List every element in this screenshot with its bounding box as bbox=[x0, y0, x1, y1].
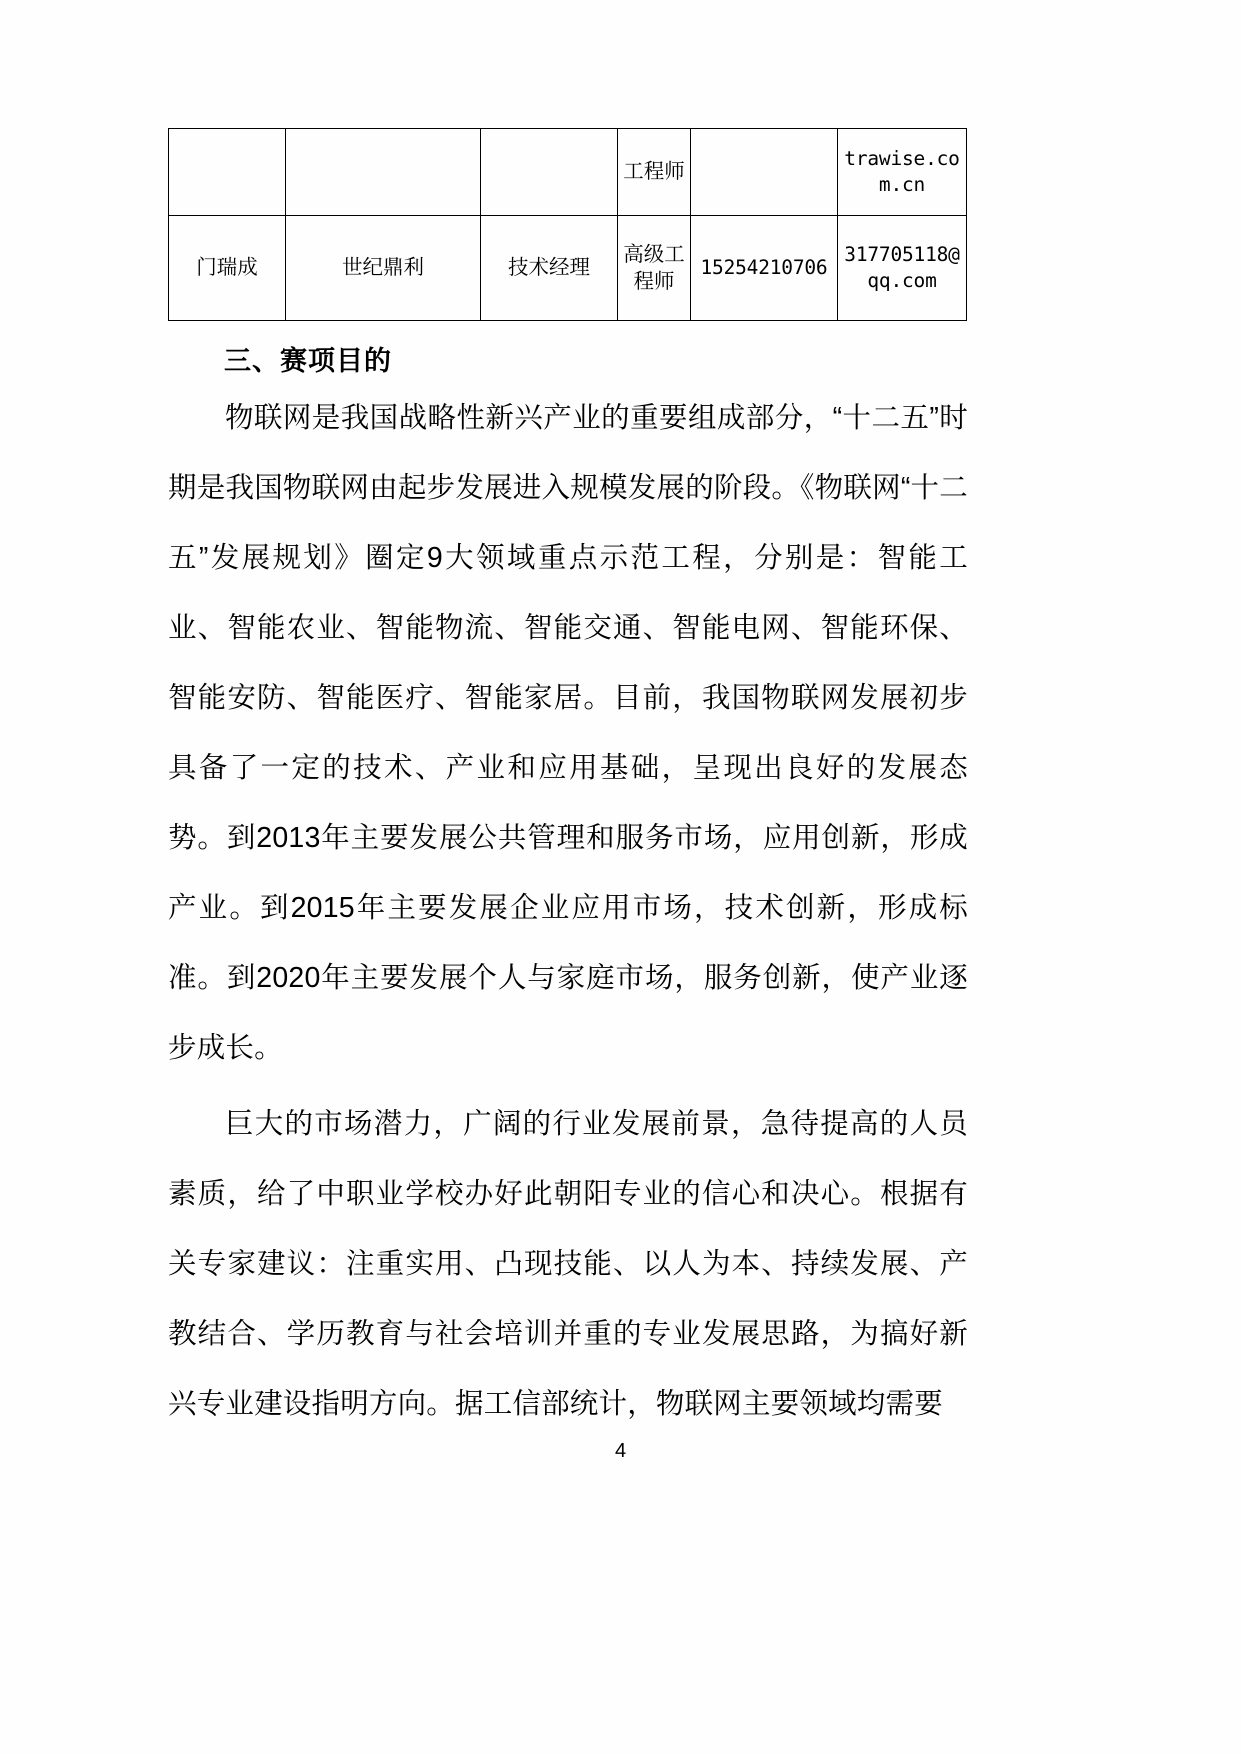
cell-company bbox=[286, 129, 481, 216]
contact-table bbox=[168, 128, 967, 321]
cell-email: trawise.com.cn bbox=[838, 129, 967, 216]
cell-email: 317705118@qq.com bbox=[838, 216, 967, 321]
cell-rank: 工程师 bbox=[618, 129, 691, 216]
cell-company: 世纪鼎利 bbox=[286, 216, 481, 321]
table-row bbox=[169, 129, 967, 216]
cell-phone: 15254210706 bbox=[691, 216, 838, 321]
cell-phone bbox=[691, 129, 838, 216]
cell-rank: 高级工程师 bbox=[618, 216, 691, 321]
page-number: 4 bbox=[614, 1440, 627, 1462]
cell-title: 技术经理 bbox=[481, 216, 618, 321]
page-content bbox=[168, 128, 968, 1439]
table-row bbox=[169, 216, 967, 321]
body-paragraph: 物联网是我国战略性新兴产业的重要组成部分，“十二五”时期是我国物联网由起步发展进入规模发展的阶段。《物联网“十二五”发展规划》圈定9大领域重点示范工程，分别是：智能工业、智能农业、智能物流、智能交通、智能电网、智能环保、智能安防、智能医疗、智能家居。目前，我国物联网发展初步具备了一定的技术、产业和应用基础，呈现出良好的发展态势。到2013年主要发展公共管理和服务市场，应用创新，形成产业。到2015年主要发展企业应用市场，技术创新，形成标准。到2020年主要发展个人与家庭市场，服务创新，使产业逐步成长。 bbox=[168, 401, 968, 1064]
cell-name: 门瑞成 bbox=[169, 216, 286, 321]
cell-title bbox=[481, 129, 618, 216]
section-heading: 三、赛项目的 bbox=[224, 346, 392, 376]
body-paragraph: 巨大的市场潜力，广阔的行业发展前景，急待提高的人员素质，给了中职业学校办好此朝阳专业的信心和决心。根据有关专家建议：注重实用、凸现技能、以人为本、持续发展、产教结合、学历教育与社会培训并重的专业发展思路，为搞好新兴专业建设指明方向。据工信部统计，物联网主要领域均需要 bbox=[168, 1107, 968, 1420]
cell-name bbox=[169, 129, 286, 216]
